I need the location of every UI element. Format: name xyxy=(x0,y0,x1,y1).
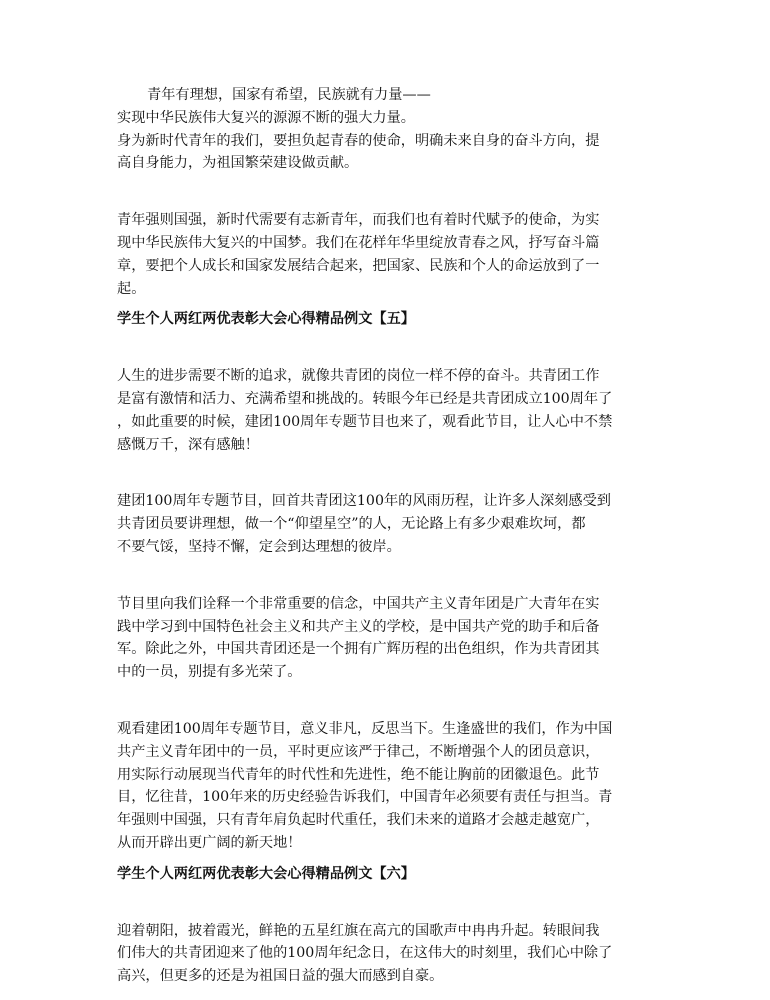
section-heading: 学生个人两红两优表彰大会心得精品例文【六】 xyxy=(117,865,415,882)
text-line: 军。除此之外，中国共青团还是一个拥有广辉历程的出色组织，作为共青团其 xyxy=(117,641,600,658)
text-line: 感慨万千，深有感触！ xyxy=(117,436,259,453)
text-line: 高自身能力，为祖国繁荣建设做贡献。 xyxy=(117,155,359,172)
text-line: 目，忆往昔，100年来的历史经验告诉我们，中国青年必须要有责任与担当。青 xyxy=(117,789,613,806)
text-line: 不要气馁，坚持不懈，定会到达理想的彼岸。 xyxy=(117,538,401,555)
text-line: 年强则中国强，只有青年肩负起时代重任，我们未来的道路才会越走越宽广， xyxy=(117,812,600,829)
text-line: 用实际行动展现当代青年的时代性和先进性，绝不能让胸前的团徽退色。此节 xyxy=(117,766,600,783)
text-line: 起。 xyxy=(117,280,146,297)
text-line: 青年有理想，国家有希望，民族就有力量—— xyxy=(147,87,431,103)
text-line: 现中华民族伟大复兴的中国梦。我们在花样年华里绽放青春之风，抒写奋斗篇 xyxy=(117,234,600,251)
text-line: 人生的进步需要不断的追求，就像共青团的岗位一样不停的奋斗。共青团工作 xyxy=(117,368,600,385)
text-line: 身为新时代青年的我们，要担负起青春的使命，明确未来自身的奋斗方向，提 xyxy=(117,132,600,149)
text-line: 建团100周年专题节目，回首共青团这100年的风雨历程，让许多人深刻感受到 xyxy=(117,493,611,510)
paragraph xyxy=(117,920,657,988)
text-line: 迎着朝阳，披着霞光，鲜艳的五星红旗在高亢的国歌声中冉冉升起。转眼间我 xyxy=(117,922,600,939)
section-heading: 学生个人两红两优表彰大会心得精品例文【五】 xyxy=(117,311,415,328)
text-line: 们伟大的共青团迎来了他的100周年纪念日，在这伟大的时刻里，我们心中除了 xyxy=(117,945,613,962)
text-line: 中的一员，别提有多光荣了。 xyxy=(117,664,302,681)
text-line: 共青团员要讲理想，做一个“仰望星空”的人，无论路上有多少艰难坎坷，都 xyxy=(117,516,586,533)
text-line: 是富有激情和活力、充满希望和挑战的。转眼今年已经是共青团成立100周年了 xyxy=(117,390,613,407)
text-line: 践中学习到中国特色社会主义和共产主义的学校，是中国共产党的助手和后备 xyxy=(117,618,600,635)
text-line: 青年强则国强，新时代需要有志新青年，而我们也有着时代赋予的使命，为实 xyxy=(117,212,600,229)
paragraph xyxy=(117,490,657,558)
text-line: 实现中华民族伟大复兴的源源不断的强大力量。 xyxy=(117,109,415,126)
document-body xyxy=(117,84,657,988)
text-line: 章，要把个人成长和国家发展结合起来，把国家、民族和个人的命运放到了一 xyxy=(117,257,600,274)
text-line: ，如此重要的时候，建团100周年专题节目也来了，观看此节目，让人心中不禁 xyxy=(117,413,613,430)
paragraph xyxy=(117,209,657,300)
text-line: 高兴，但更多的还是为祖国日益的强大而感到自豪。 xyxy=(117,968,444,985)
intro-paragraph xyxy=(117,84,657,175)
text-line: 观看建团100周年专题节目，意义非凡，反思当下。生逢盛世的我们，作为中国 xyxy=(117,720,613,737)
paragraph xyxy=(117,593,657,684)
text-line: 节目里向我们诠释一个非常重要的信念，中国共产主义青年团是广大青年在实 xyxy=(117,595,600,612)
text-line: 从而开辟出更广阔的新天地！ xyxy=(117,834,302,851)
paragraph xyxy=(117,365,657,456)
paragraph xyxy=(117,718,657,855)
text-line: 共产主义青年团中的一员，平时更应该严于律己，不断增强个人的团员意识， xyxy=(117,743,600,760)
